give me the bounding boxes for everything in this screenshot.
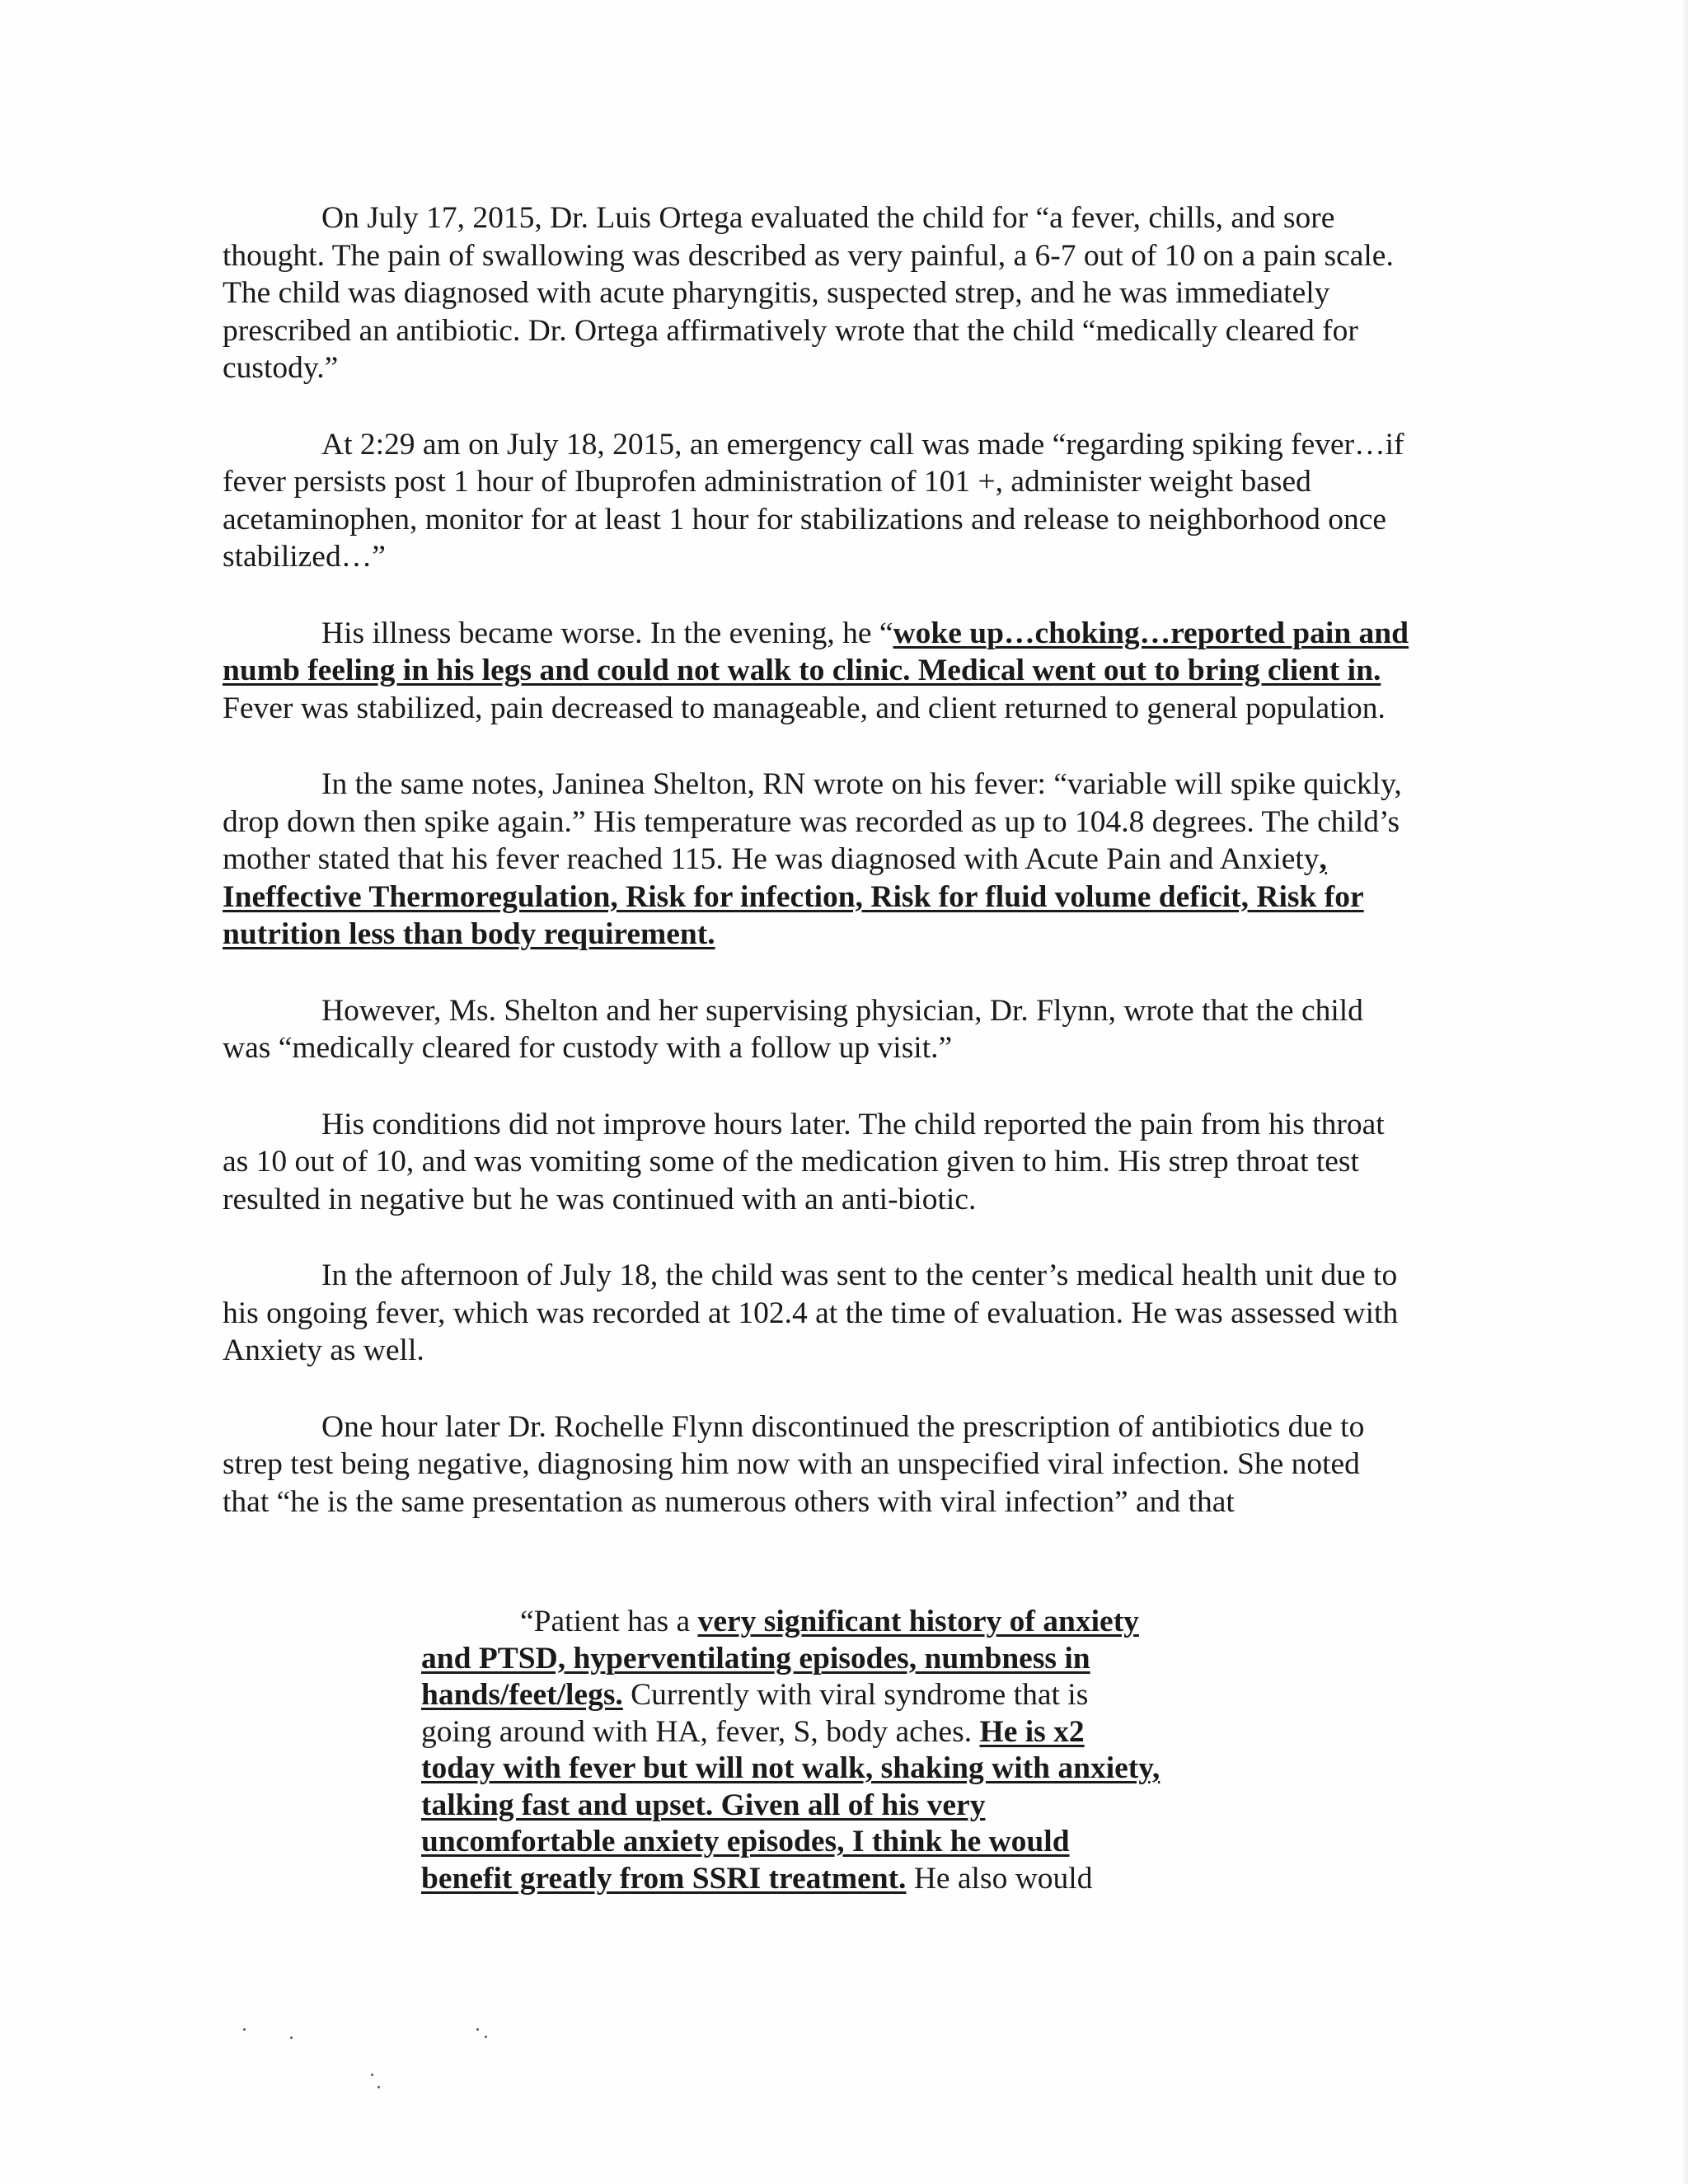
quote-line-5-emphasis: today with fever but will not walk, shaking with anxiety, (421, 1751, 1160, 1785)
paragraph-5-run-1: However, Ms. Shelton and her supervising physician, Dr. Flynn, wrote that the child was “medically cleared for custody with a follow up visit.” (223, 993, 1363, 1065)
quote-line-7-emphasis: uncomfortable anxiety episodes, I think he would (421, 1825, 1070, 1858)
scan-speck (485, 2036, 487, 2038)
quote-line-7 (421, 1824, 1254, 1861)
paragraph-3-run-1: His illness became worse. In the evening, he “ (321, 616, 893, 650)
paragraph-1-run-1: On July 17, 2015, Dr. Luis Ortega evaluated the child for “a fever, chills, and sore thought. The pain of swallowing was described as very painful, a 6-7 out of 10 on a pain scale. The child was diagnosed with acute pharyngitis, suspected strep, and he was immediately prescribed an antibiotic. Dr. Ortega affirmatively wrote that the child “medically cleared for custody.” (223, 201, 1394, 385)
quote-line-5 (421, 1750, 1254, 1788)
quote-line-6-emphasis: talking fast and upset. Given all of his very (421, 1788, 986, 1822)
quote-line-3 (421, 1677, 1254, 1714)
quote-line-2 (421, 1641, 1254, 1678)
paragraph-4-emphasis: , Ineffective Thermoregulation, Risk for infection, Risk for fluid volume deficit, Risk for nutrition less than body requirement. (223, 842, 1364, 951)
quote-line-3-run-2: Currently with viral syndrome that is (622, 1678, 1089, 1712)
paragraph-3-emphasis: woke up…choking…reported pain and numb feeling in his legs and could not walk to clinic. Medical went out to bring client in. (223, 616, 1409, 687)
quote-line-2-emphasis: and PTSD, hyperventilating episodes, numbness in (421, 1641, 1090, 1675)
quote-line-1-run-1: “Patient has a (520, 1605, 698, 1638)
quote-line-4 (421, 1714, 1254, 1751)
paragraph-7-run-1: In the afternoon of July 18, the child was sent to the center’s medical health unit due to his ongoing fever, which was recorded at 102.4 at the time of evaluation. He was assessed with Anxiety as well. (223, 1258, 1399, 1367)
paragraph-6 (223, 1106, 1409, 1219)
paragraph-1 (223, 199, 1409, 387)
paragraph-7 (223, 1257, 1409, 1370)
paragraph-4-run-1: In the same notes, Janinea Shelton, RN wrote on his fever: “variable will spike quickly, drop down then spike again.” His temperature was recorded as up to 104.8 degrees. The child’s mother stated that his fever reached 115. He was diagnosed with Acute Pain and Anxiety (223, 767, 1402, 876)
paragraph-4 (223, 766, 1409, 954)
quote-line-8-emphasis: benefit greatly from SSRI treatment. (421, 1861, 907, 1896)
paragraph-3 (223, 615, 1409, 728)
scan-speck (476, 2028, 479, 2031)
quote-line-4-emphasis: He is x2 (979, 1714, 1085, 1749)
paragraph-6-run-1: His conditions did not improve hours later. The child reported the pain from his throat as 10 out of 10, and was vomiting some of the medication given to him. His strep throat test resulted in negative but he was continued with an anti-biotic. (223, 1107, 1385, 1216)
body-text (223, 199, 1409, 1521)
scan-speck (290, 2036, 293, 2039)
scan-speck (243, 2028, 246, 2031)
paragraph-3-run-3: Fever was stabilized, pain decreased to manageable, and client returned to general population. (223, 691, 1386, 725)
block-quote (421, 1604, 1254, 1897)
paragraph-8-run-1: One hour later Dr. Rochelle Flynn discontinued the prescription of antibiotics due to strep test being negative, diagnosing him now with an unspecified viral infection. She noted that “he is the same presentation as numerous others with viral infection” and that (223, 1409, 1365, 1519)
quote-line-1 (421, 1604, 1254, 1641)
quote-line-3-emphasis: hands/feet/legs. (421, 1678, 623, 1712)
paragraph-2 (223, 426, 1409, 576)
quote-line-8 (421, 1861, 1254, 1898)
quote-line-6 (421, 1788, 1254, 1825)
scan-edge-shadow (1681, 0, 1688, 2184)
scan-speck (377, 2086, 380, 2088)
scan-speck (371, 2074, 373, 2076)
paragraph-8 (223, 1408, 1409, 1521)
paragraph-2-run-1: At 2:29 am on July 18, 2015, an emergency call was made “regarding spiking fever…if fever persists post 1 hour of Ibuprofen administration of 101 +, administer weight based acetaminophen, monitor for at least 1 hour for stabilizations and release to neighborhood once stabilized…” (223, 427, 1404, 574)
quote-line-8-run-2: He also would (906, 1861, 1093, 1896)
quote-line-4-run-1: going around with HA, fever, S, body aches. (421, 1714, 980, 1749)
paragraph-5 (223, 992, 1409, 1067)
quote-line-1-emphasis: very significant history of anxiety (697, 1605, 1139, 1638)
